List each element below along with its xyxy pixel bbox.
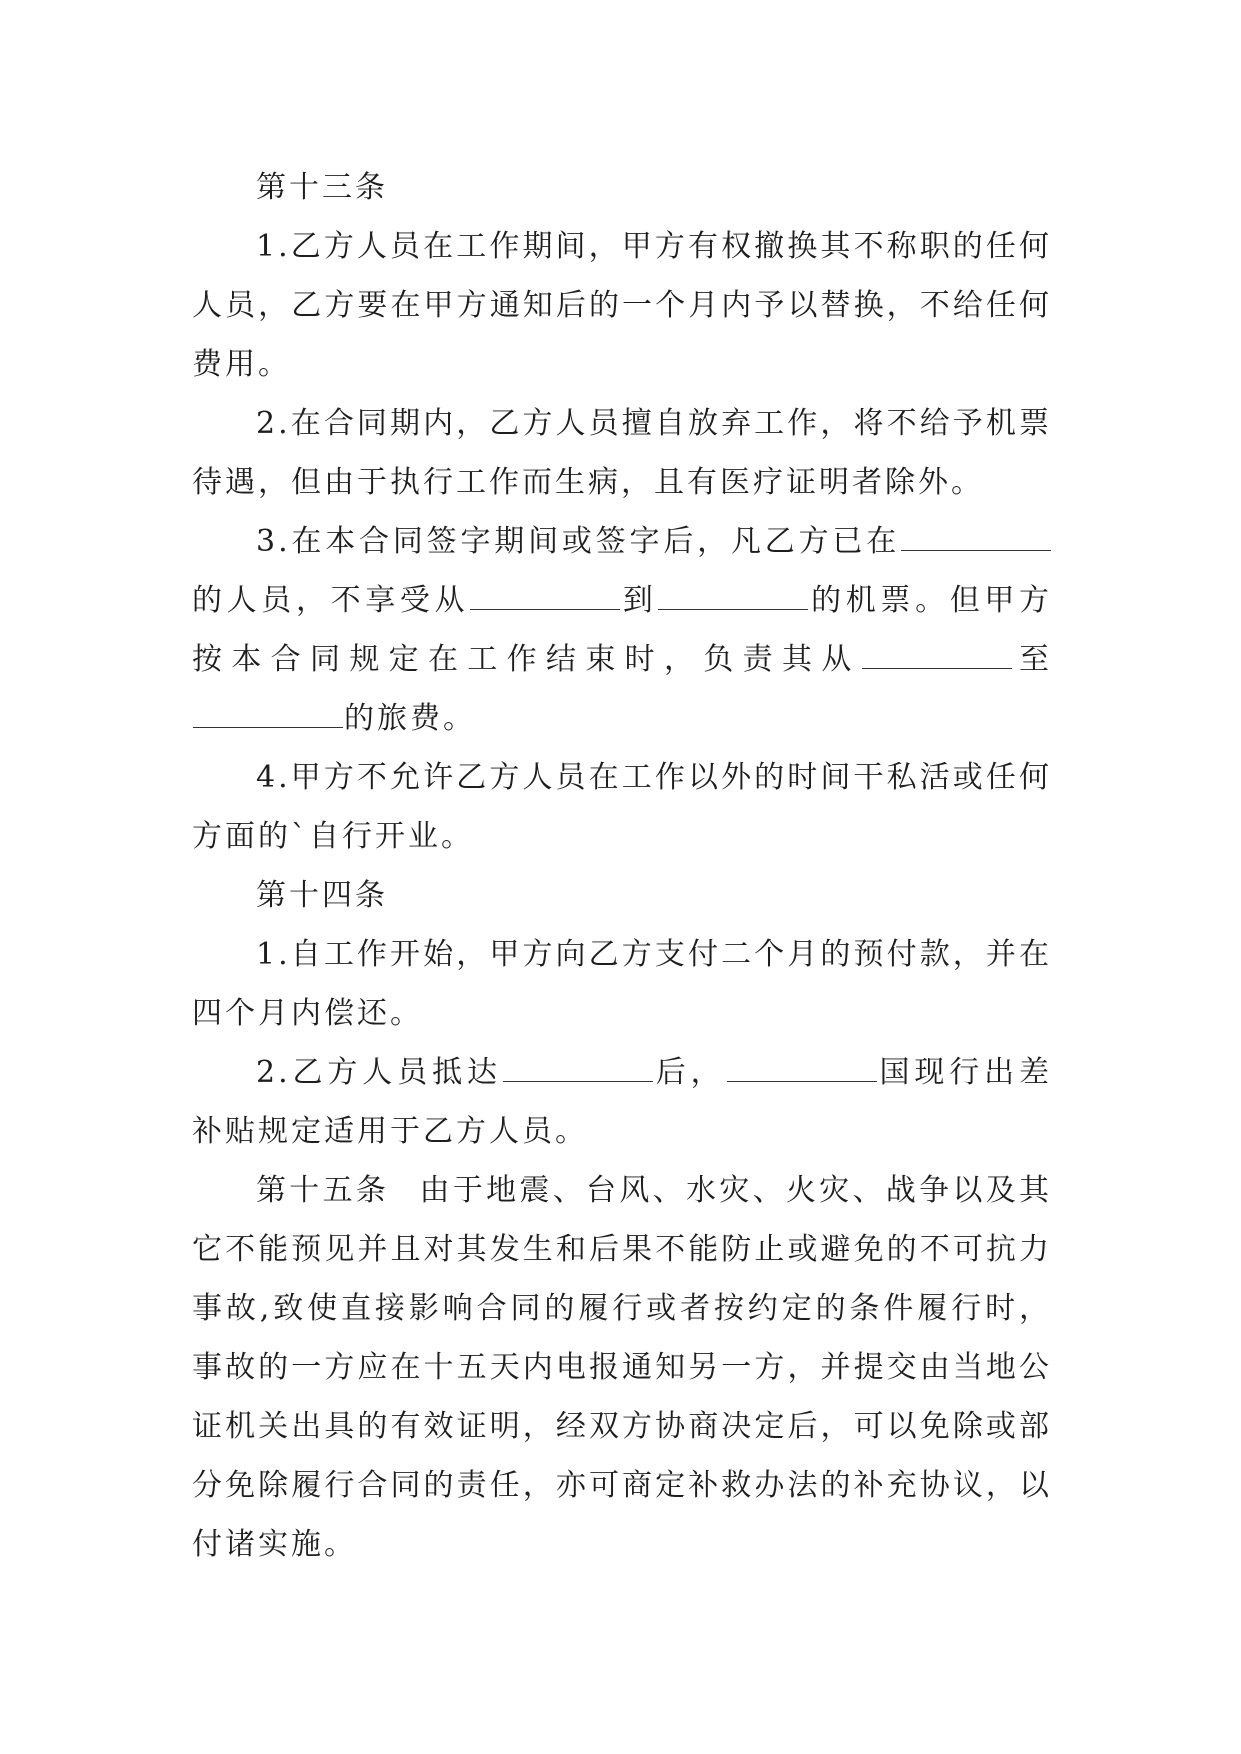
article-13-item-1 <box>192 217 1052 394</box>
article-13-heading <box>192 158 1052 217</box>
article-14-item-2-part-2: 后， <box>653 1055 726 1090</box>
article-15 <box>192 1161 1052 1574</box>
article-14-item-1 <box>192 925 1052 1043</box>
article-14-item-2 <box>192 1043 1052 1161</box>
article-13-item-3-part-5: 至 <box>1012 642 1053 677</box>
article-13-item-4 <box>192 748 1052 866</box>
article-14-item-1-text: 1.自工作开始，甲方向乙方支付二个月的预付款，并在四个月内偿还。 <box>192 937 1052 1031</box>
article-13-item-3-part-3: 到 <box>621 583 658 618</box>
article-13-item-4-text: 4.甲方不允许乙方人员在工作以外的时间干私活或任何方面的`自行开业。 <box>192 760 1052 854</box>
article-13-item-2-text: 2.在合同期内，乙方人员擅自放弃工作，将不给予机票待遇，但由于执行工作而生病，且有医疗证明者除外。 <box>192 406 1052 500</box>
fill-in-blank-arrival-place <box>503 1055 653 1082</box>
article-13-item-3 <box>192 512 1052 748</box>
article-15-heading-text: 第十五条 <box>256 1173 390 1208</box>
fill-in-blank-location <box>901 524 1051 551</box>
article-15-body-text: 由于地震、台风、水灾、火灾、战争以及其它不能预见并且对其发生和后果不能防止或避免的不可抗力事故,致使直接影响合同的履行或者按约定的条件履行时，事故的一方应在十五天内电报通知另一方，并提交由当地公证机关出具的有效证明，经双方协商决定后，可以免除或部分免除履行合同的责任，亦可商定补救办法的补充协议，以付诸实施。 <box>192 1173 1053 1562</box>
fill-in-blank-country <box>727 1055 877 1082</box>
article-13-item-3-part-6: 的旅费。 <box>344 701 476 736</box>
article-14-item-2-part-1: 2.乙方人员抵达 <box>256 1055 502 1090</box>
article-13-heading-text: 第十三条 <box>256 170 388 205</box>
fill-in-blank-to <box>658 583 808 610</box>
article-13-item-1-text: 1.乙方人员在工作期间，甲方有权撤换其不称职的任何人员，乙方要在甲方通知后的一个月内予以替换，不给任何费用。 <box>192 229 1052 382</box>
article-14-heading <box>192 866 1052 925</box>
article-14-heading-text: 第十四条 <box>256 878 388 913</box>
fill-in-blank-return-from <box>862 642 1012 669</box>
article-13-item-3-part-2: 的人员，不享受从 <box>192 583 470 618</box>
article-13-item-2 <box>192 394 1052 512</box>
article-13-item-3-part-1: 3.在本合同签字期间或签字后，凡乙方已在 <box>256 524 900 559</box>
fill-in-blank-from <box>470 583 620 610</box>
fill-in-blank-return-to <box>193 701 343 728</box>
document-body <box>192 158 1052 1574</box>
article-14-item-2-part-3: 国现行出差补贴规定适用于乙方人员。 <box>192 1055 1053 1149</box>
article-13-item-3-part-4: 的机票。但甲方按本合同规定在工作结束时，负责其从 <box>192 583 1053 677</box>
